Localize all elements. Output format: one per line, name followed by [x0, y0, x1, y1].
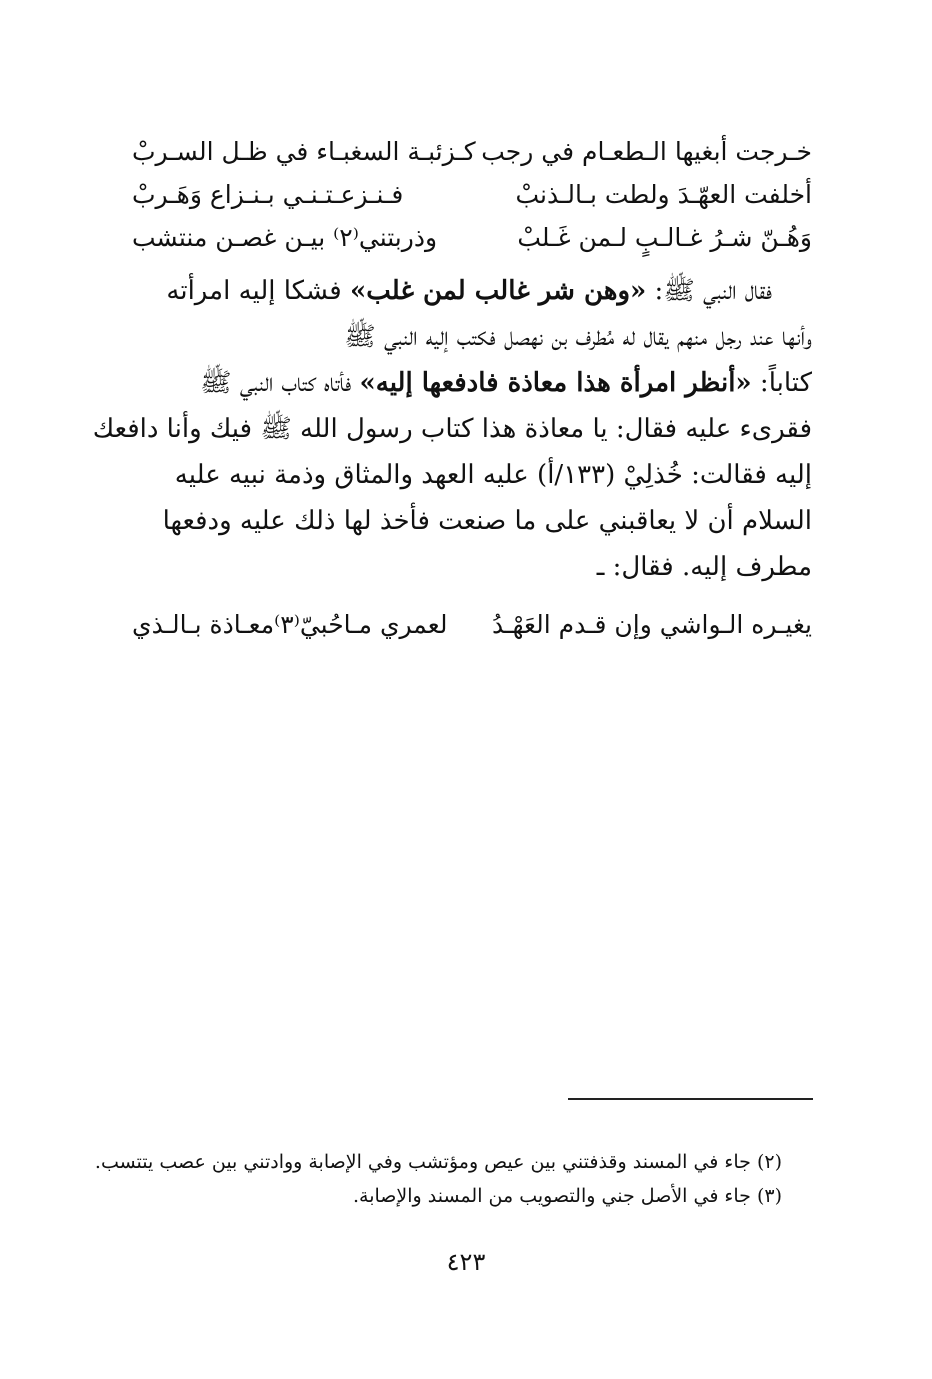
page-number: ٤٢٣	[446, 1248, 486, 1276]
prose-text: فشكا إليه امرأته	[166, 276, 350, 306]
verse-line-4	[132, 608, 812, 642]
footnotes	[94, 1145, 782, 1213]
prose-line	[132, 268, 812, 314]
prose-text: فقال النبي ﷺ:	[646, 276, 772, 306]
prose-line: وأنها عند رجل منهم يقال له مُطرف بن نهصل فكتب إليه النبي ﷺ	[344, 322, 812, 352]
prose-line	[132, 360, 812, 406]
verse-line-3	[132, 221, 812, 255]
verse-second-hemistich: خـرجت أبغيها الـطعـام في رجب	[481, 137, 812, 166]
verse-first-hemistich: وذربتني⁽٢⁾ بيـن غصـن منتشب	[132, 223, 438, 252]
prose-line: إليه فقالت: خُذلِيْ (١٣٣/أ) عليه العهد والمثاق وذمة نبيه عليه	[174, 460, 812, 490]
prose-line: السلام أن لا يعاقبني على ما صنعت فأخذ لها ذلك عليه ودفعها	[162, 506, 812, 536]
verse-first-hemistich: فـنـزعـتـنـي بـنـزاع وَهَـربْ	[132, 180, 404, 209]
prose-line: مطرف إليه. فقال: ـ	[596, 552, 812, 582]
prose-paragraph	[92, 268, 812, 590]
footnote-2: (٢) جاء في المسند وقذفتني بين عيص ومؤتشب وفي الإصابة ووادتني بين عصب يتتسب.	[94, 1151, 782, 1173]
verse-second-hemistich: يغيـره الـواشي وإن قـدم العَهْـدُ	[492, 610, 812, 639]
prose-text: كتاباً:	[751, 368, 812, 398]
verse-first-hemistich: لعمري مـاحُبيّ⁽٣⁾معـاذة بـالـذي	[132, 610, 448, 639]
footnote-3: (٣) جاء في الأصل جني والتصويب من المسند والإصابة.	[353, 1185, 782, 1207]
verse-line-2	[132, 178, 812, 212]
prose-text: فأتاه كتاب النبي ﷺ	[200, 368, 360, 398]
verse-first-hemistich: كـزئبـة السغبـاء في ظـل السـربْ	[132, 137, 476, 166]
quoted-hadith: «وهن شر غالب لمن غلب»	[349, 276, 647, 306]
quoted-hadith: «أنظر امرأة هذا معاذة فادفعها إليه»	[359, 368, 752, 398]
prose-line: فقرىء عليه فقال: يا معاذة هذا كتاب رسول الله ﷺ فيك وأنا دافعك	[92, 414, 812, 444]
verse-line-1	[132, 135, 812, 169]
verse-second-hemistich: وَهُـنّ شـرُ غـالـبٍ لـمن غَـلبْ	[517, 223, 812, 252]
verse-second-hemistich: أخلفت العهّـدَ ولطت بـالـذنبْ	[515, 180, 812, 209]
footnote-separator	[568, 1098, 813, 1100]
